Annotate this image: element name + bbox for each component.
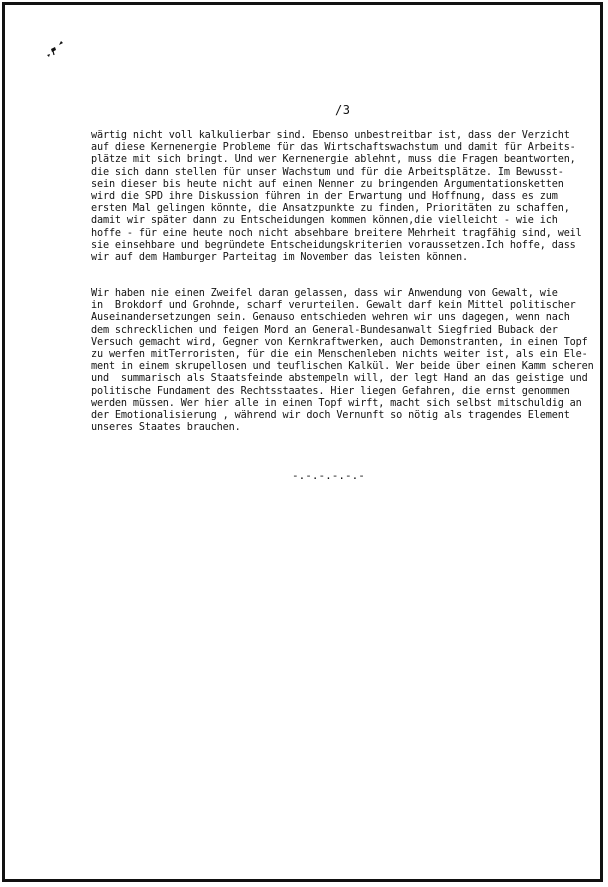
text-line: zu werfen mitTerroristen, für die ein Menschenleben nichts weiter ist, als ein Ele- [91,348,588,360]
text-line: die sich dann stellen für unser Wachstum und für die Arbeitsplätze. Im Bewusst- [91,166,564,178]
text-line: wärtig nicht voll kalkulierbar sind. Ebenso unbestreitbar ist, dass der Verzicht [91,130,570,141]
text-line: Auseinandersetzungen sein. Genauso entschieden wehren wir uns dagegen, wenn nach [91,312,570,324]
text-line: damit wir später dann zu Entscheidungen kommen können,die vielleicht - wie ich [91,215,558,227]
document-page [2,2,603,882]
text-line: wird die SPD ihre Diskussion führen in der Erwartung und Hoffnung, dass es zum [91,190,558,202]
text-line: und summarisch als Staatsfeinde abstempeln will, der legt Hand an das geistige und [91,373,588,385]
page-number: /3 [335,103,351,117]
paragraph-energy [91,130,591,264]
text-line: unseres Staates brauchen. [91,422,241,434]
paragraph-violence [91,288,594,434]
text-line: ment in einem skrupellosen und teuflischen Kalkül. Wer beide über einen Kamm scheren [91,361,594,373]
text-line: Wir haben nie einen Zweifel daran gelassen, dass wir Anwendung von Gewalt, wie [91,288,558,299]
text-line: hoffe - für eine heute noch nicht absehbare breitere Mehrheit tragfähig sind, weil [91,227,582,239]
text-line: auf diese Kernenergie Probleme für das Wirtschaftswachstum und damit für Arbeits- [91,142,576,154]
text-line: politische Fundament des Rechtsstaates. Hier liegen Gefahren, die ernst genommen [91,385,570,397]
text-line: sie einsehbare und begründete Entscheidungskriterien voraussetzen.Ich hoffe, dass [91,239,576,251]
text-line: werden müssen. Wer hier alle in einen Topf wirft, macht sich selbst mitschuldig an [91,397,582,409]
text-line: ersten Mal gelingen könnte, die Ansatzpunkte zu finden, Prioritäten zu schaffen, [91,203,570,215]
text-line: wir auf dem Hamburger Parteitag im November das leisten können. [91,251,468,263]
text-line: Versuch gemacht wird, Gegner von Kernkraftwerken, auch Demonstranten, in einen Topf [91,336,588,348]
ink-smudge-mark [39,39,69,63]
text-line: dem schrecklichen und feigen Mord an General-Bundesanwalt Siegfried Buback der [91,324,558,336]
text-line: plätze mit sich bringt. Und wer Kernenergie ablehnt, muss die Fragen beantworten, [91,154,576,166]
end-of-text-mark: -.-.-.-.-.- [292,469,365,482]
text-line: in Brokdorf und Grohnde, scharf verurteilen. Gewalt darf kein Mittel politischer [91,300,576,312]
text-line: sein dieser bis heute nicht auf einen Nenner zu bringenden Argumentationsketten [91,178,564,190]
text-line: der Emotionalisierung , während wir doch Vernunft so nötig als tragendes Element [91,409,570,421]
